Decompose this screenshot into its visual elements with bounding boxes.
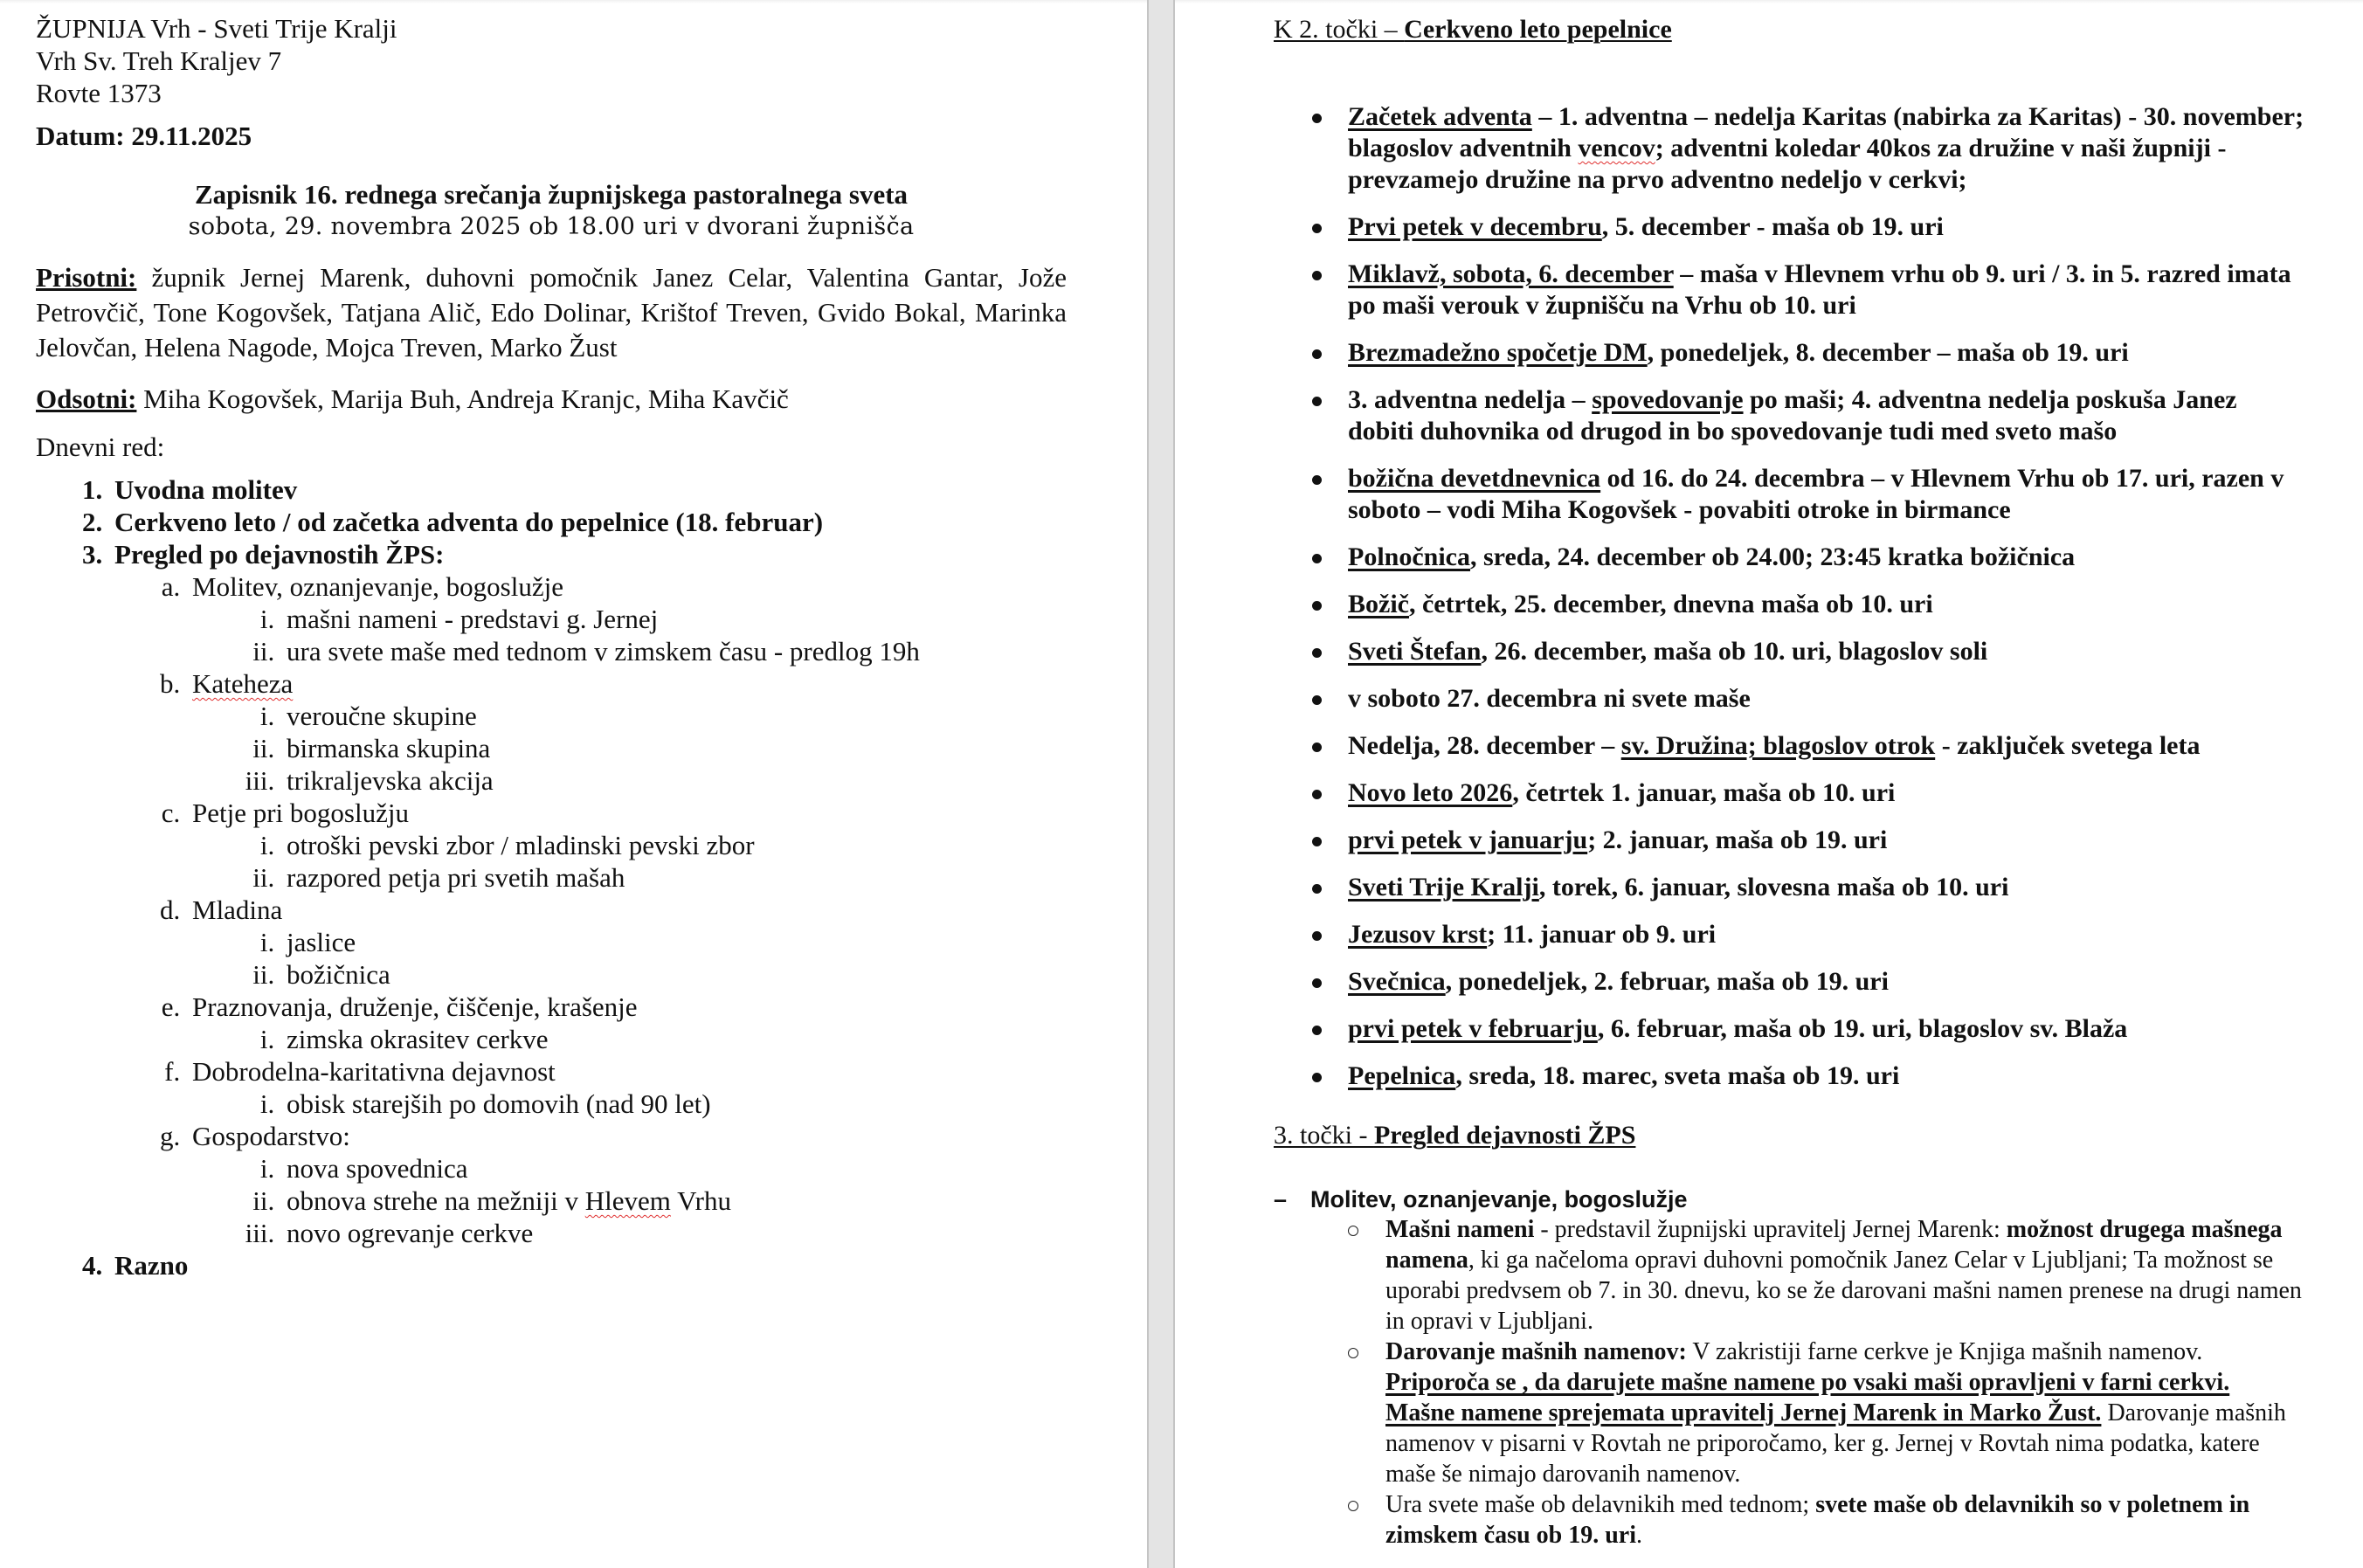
bullet-icon	[1312, 601, 1322, 611]
event-item	[1274, 337, 2304, 369]
agenda-subsublist	[192, 829, 1067, 894]
event-underlined-text: spovedovanje	[1592, 385, 1744, 414]
bullet-icon	[1312, 743, 1322, 752]
agenda-subitem-label: Kateheza	[192, 668, 294, 699]
event-underlined-text: prvi petek v februarju	[1348, 1014, 1598, 1043]
agenda-subitem-label: Gospodarstvo:	[192, 1121, 350, 1151]
present-label: Prisotni:	[36, 262, 137, 293]
bullet-icon	[1312, 554, 1322, 563]
section3-heading	[1274, 1120, 2304, 1151]
absent-label: Odsotni:	[36, 383, 137, 414]
section3-title: Pregled dejavnosti ŽPS	[1373, 1121, 1636, 1150]
event-text: v soboto 27. decembra ni svete maše	[1348, 684, 1751, 713]
document-subtitle: sobota, 29. novembra 2025 ob 18.00 uri v dvorani župnišča	[188, 213, 915, 240]
event-item	[1274, 101, 2304, 196]
event-underlined-text: Začetek adventa	[1348, 102, 1532, 131]
agenda-point: i. nova spovednica	[281, 1152, 1067, 1185]
event-underlined-text: Novo leto 2026	[1348, 778, 1513, 807]
present-list	[36, 260, 1067, 365]
event-item	[1274, 463, 2304, 526]
agenda-point: ii. božičnica	[281, 958, 1067, 991]
top-shade	[0, 0, 1147, 3]
document-title: Zapisnik 16. rednega srečanja župnijskega pastoralnega sveta	[194, 179, 909, 210]
detail-item	[1274, 1214, 2304, 1337]
agenda-point: ii. razpored petja pri svetih mašah	[281, 861, 1067, 894]
top-shade	[1175, 0, 2363, 3]
agenda-item-label: Uvodna molitev	[114, 474, 298, 505]
event-text: , ponedeljek, 2. februar, maša ob 19. uri	[1445, 967, 1889, 996]
bullet-icon	[1312, 837, 1322, 846]
parish-name: ŽUPNIJA Vrh - Sveti Trije Kralji	[36, 13, 397, 44]
event-item	[1274, 259, 2304, 321]
left-page-content	[36, 12, 1067, 1281]
absent-names: Miha Kogovšek, Marija Buh, Andreja Kranjc, Miha Kavčič	[136, 383, 789, 414]
event-underlined-text: prvi petek v januarju	[1348, 825, 1588, 854]
event-list	[1274, 101, 2304, 1092]
subheading-text: Molitev, oznanjevanje, bogoslužje	[1310, 1186, 1688, 1212]
event-text: – 1. adventna – nedelja Karitas (nabirka za Karitas) - 30. november; blagoslov adventnih	[1348, 102, 2304, 162]
event-underlined-text: Jezusov krst	[1348, 920, 1488, 949]
event-text: - zaključek svetega leta	[1935, 731, 2201, 760]
event-underlined-text: Prvi petek v decembru	[1348, 212, 1602, 241]
agenda-item	[109, 538, 1067, 1249]
misspelled-word: Hlevem	[584, 1185, 671, 1216]
circle-bullet-icon	[1348, 1501, 1358, 1511]
event-item	[1274, 1013, 2304, 1045]
agenda-point: iii. novo ogrevanje cerkve	[281, 1217, 1067, 1249]
page-gutter	[1147, 0, 1175, 1568]
agenda-subitem-label: Dobrodelna-karitativna dejavnost	[192, 1056, 556, 1087]
bullet-icon	[1312, 884, 1322, 894]
agenda-subitem	[187, 894, 1067, 991]
misspelled-word: vencov	[1578, 134, 1655, 162]
agenda-item	[109, 506, 1067, 538]
agenda-point: i. obisk starejših po domovih (nad 90 let)	[281, 1088, 1067, 1120]
document-date: Datum: 29.11.2025	[36, 121, 252, 151]
agenda-point: iii. trikraljevska akcija	[281, 764, 1067, 797]
agenda-sublist	[114, 570, 1067, 1249]
agenda-subitem-label: Mladina	[192, 895, 283, 925]
event-underlined-text: Sveti Trije Kralji	[1348, 873, 1539, 901]
agenda-subsublist	[192, 603, 1067, 667]
agenda-subsublist	[192, 1088, 1067, 1120]
agenda-subitem	[187, 1055, 1067, 1120]
title-block	[36, 178, 1067, 243]
bullet-icon	[1312, 1026, 1322, 1035]
event-text: , sreda, 18. marec, sveta maša ob 19. uri	[1455, 1061, 1900, 1090]
dash-bullet: –	[1274, 1186, 1288, 1212]
section3-subheading	[1274, 1185, 2304, 1214]
agenda-subitem-label: Petje pri bogoslužju	[192, 798, 409, 828]
circle-bullet-icon	[1348, 1226, 1358, 1236]
agenda-point-text: Vrhu	[670, 1185, 731, 1216]
agenda-point: ii. ura svete maše med tednom v zimskem času - predlog 19h	[281, 635, 1067, 667]
event-text: Nedelja, 28. december –	[1348, 731, 1621, 760]
event-item	[1274, 683, 2304, 715]
detail-text: , ki ga načeloma opravi duhovni pomočnik Janez Celar v Ljubljani; Ta možnost se uporabi predvsem ob 7. in 30. dnevu, ko se že darovani mašni namen prenese na drugi namen in opravi v Ljubljani.	[1385, 1247, 2302, 1335]
event-item	[1274, 919, 2304, 950]
event-underlined-text: Polnočnica	[1348, 542, 1470, 571]
bullet-icon	[1312, 349, 1322, 359]
event-underlined-text: Božič	[1348, 590, 1409, 618]
detail-bold: Darovanje mašnih namenov:	[1385, 1338, 1687, 1365]
agenda-point: i. otroški pevski zbor / mladinski pevski zbor	[281, 829, 1067, 861]
agenda-point: i. mašni nameni - predstavi g. Jernej	[281, 603, 1067, 635]
agenda-point: i. veroučne skupine	[281, 700, 1067, 732]
detail-item	[1274, 1489, 2304, 1551]
event-text: , četrtek 1. januar, maša ob 10. uri	[1512, 778, 1896, 807]
event-item	[1274, 211, 2304, 243]
detail-text: Ura svete maše ob delavnikih med tednom;	[1385, 1491, 1816, 1518]
agenda-point: ii. birmanska skupina	[281, 732, 1067, 764]
event-text: ; 11. januar ob 9. uri	[1487, 920, 1717, 949]
event-text: 3. adventna nedelja –	[1348, 385, 1593, 414]
agenda-subsublist	[192, 1152, 1067, 1249]
event-item	[1274, 872, 2304, 903]
bullet-icon	[1312, 397, 1322, 406]
agenda-subsublist	[192, 1023, 1067, 1055]
event-item	[1274, 1060, 2304, 1092]
agenda-item-label: Cerkveno leto / od začetka adventa do pepelnice (18. februar)	[114, 507, 824, 537]
bullet-icon	[1312, 648, 1322, 658]
detail-bold-underlined: Priporoča se , da darujete mašne namene po vsaki maši opravljeni v farni cerkvi. Mašne namene sprejemata upravitelj Jernej Marenk in Marko Žust.	[1385, 1369, 2230, 1426]
detail-item	[1274, 1337, 2304, 1489]
agenda-subitem	[187, 570, 1067, 667]
event-text: ; adventni koledar 40kos za družine v naši župniji - prevzamejo družine na prvo adventno nedeljo v cerkvi;	[1348, 134, 2227, 194]
section2-title: Cerkveno leto pepelnice	[1404, 15, 1672, 44]
absent-list	[36, 383, 1067, 415]
detail-text: V zakristiji farne cerkve je Knjiga mašnih namenov.	[1686, 1338, 2203, 1365]
parish-address: Vrh Sv. Treh Kraljev 7	[36, 45, 282, 76]
detail-text: - predstavil župnijski upravitelj Jernej Marenk:	[1534, 1216, 2007, 1243]
agenda-subitem	[187, 1120, 1067, 1249]
event-item	[1274, 542, 2304, 573]
present-names: župnik Jernej Marenk, duhovni pomočnik Janez Celar, Valentina Gantar, Jože Petrovčič, Tone Kogovšek, Tatjana Alič, Edo Dolinar, Krištof Treven, Gvido Bokal, Marinka Jelovčan, Helena Nagode, Mojca Treven, Marko Žust	[36, 262, 1067, 363]
agenda-point: i. jaslice	[281, 926, 1067, 958]
bullet-icon	[1312, 695, 1322, 705]
detail-bold: svete maše ob delavnikih so v poletnem in zimskem času ob 19. uri	[1385, 1491, 2250, 1549]
agenda-subitem-label: Molitev, oznanjevanje, bogoslužje	[192, 571, 563, 602]
agenda-item	[109, 1249, 1067, 1281]
detail-bold: Mašni nameni	[1385, 1216, 1535, 1243]
bullet-icon	[1312, 790, 1322, 799]
event-underlined-text: Brezmadežno spočetje DM	[1348, 338, 1648, 367]
event-text: od 16. do 24. decembra – v Hlevnem Vrhu ob 17. uri, razen v soboto – vodi Miha Kogovšek - povabiti otroke in birmance	[1348, 464, 2284, 524]
event-underlined-text: Miklavž, sobota, 6. december	[1348, 259, 1674, 288]
bullet-icon	[1312, 1073, 1322, 1082]
section2-prefix: K 2. točki –	[1274, 15, 1405, 44]
event-item	[1274, 730, 2304, 762]
event-underlined-text: Svečnica	[1348, 967, 1446, 996]
event-text: , četrtek, 25. december, dnevna maša ob 10. uri	[1408, 590, 1933, 618]
section3-prefix: 3. točki -	[1274, 1121, 1374, 1150]
right-page-content	[1274, 14, 2304, 1551]
event-item	[1274, 384, 2304, 447]
event-underlined-text: Pepelnica	[1348, 1061, 1456, 1090]
event-text: , torek, 6. januar, slovesna maša ob 10. uri	[1538, 873, 2009, 901]
detail-text: .	[1636, 1522, 1642, 1549]
event-text: , 6. februar, maša ob 19. uri, blagoslov sv. Blaža	[1597, 1014, 2128, 1043]
agenda-subsublist	[192, 700, 1067, 797]
bullet-icon	[1312, 114, 1322, 123]
agenda-item-label: Razno	[114, 1250, 189, 1281]
circle-bullet-icon	[1348, 1348, 1358, 1358]
agenda-subitem	[187, 667, 1067, 797]
agenda-subitem	[187, 797, 1067, 894]
event-text: , ponedeljek, 8. december – maša ob 19. uri	[1647, 338, 2129, 367]
page-left	[0, 0, 1147, 1568]
bullet-icon	[1312, 931, 1322, 941]
bullet-icon	[1312, 224, 1322, 233]
event-text: – maša v Hlevnem vrhu ob 9. uri / 3. in 5. razred imata po maši verouk v župnišču na Vrhu ob 10. uri	[1348, 259, 2291, 320]
event-item	[1274, 777, 2304, 809]
event-underlined-text: Sveti Štefan	[1348, 637, 1482, 666]
event-underlined-text: sv. Družina; blagoslov otrok	[1620, 731, 1936, 760]
agenda-point: i. zimska okrasitev cerkve	[281, 1023, 1067, 1055]
agenda-point-text: obnova strehe na mežniji v	[287, 1185, 585, 1216]
section2-heading	[1274, 14, 2304, 45]
event-underlined-text: božična devetdnevnica	[1348, 464, 1601, 493]
detail-list	[1274, 1214, 2304, 1551]
agenda-list	[36, 473, 1067, 1281]
detail-text: Darovanje mašnih namenov v pisarni v Rovtah ne priporočamo, ker g. Jernej v Rovtah nima podatka, katere maše še nimajo darovanih namenov.	[1385, 1399, 2286, 1488]
agenda-subsublist	[192, 926, 1067, 991]
bullet-icon	[1312, 475, 1322, 485]
event-text: ; 2. januar, maša ob 19. uri	[1587, 825, 1888, 854]
agenda-title: Dnevni red:	[36, 432, 165, 462]
agenda-item	[109, 473, 1067, 506]
event-text: , sreda, 24. december ob 24.00; 23:45 kratka božičnica	[1470, 542, 2076, 571]
detail-bold: možnost drugega mašnega namena	[1385, 1216, 2283, 1274]
bullet-icon	[1312, 978, 1322, 988]
event-text: , 5. december - maša ob 19. uri	[1601, 212, 1944, 241]
parish-postal: Rovte 1373	[36, 78, 162, 108]
agenda-subitem	[187, 991, 1067, 1055]
event-item	[1274, 825, 2304, 856]
event-item	[1274, 966, 2304, 998]
agenda-item-label: Pregled po dejavnostih ŽPS:	[114, 539, 445, 570]
agenda-subitem-label: Praznovanja, druženje, čiščenje, krašenje	[192, 991, 638, 1022]
event-item	[1274, 589, 2304, 620]
event-text: po maši; 4. adventna nedelja poskuša Janez dobiti duhovnika od drugod in bo spovedovanje tudi med sveto mašo	[1348, 385, 2237, 446]
bullet-icon	[1312, 271, 1322, 280]
event-item	[1274, 636, 2304, 667]
event-text: , 26. december, maša ob 10. uri, blagoslov soli	[1481, 637, 1988, 666]
agenda-point	[281, 1185, 1067, 1217]
